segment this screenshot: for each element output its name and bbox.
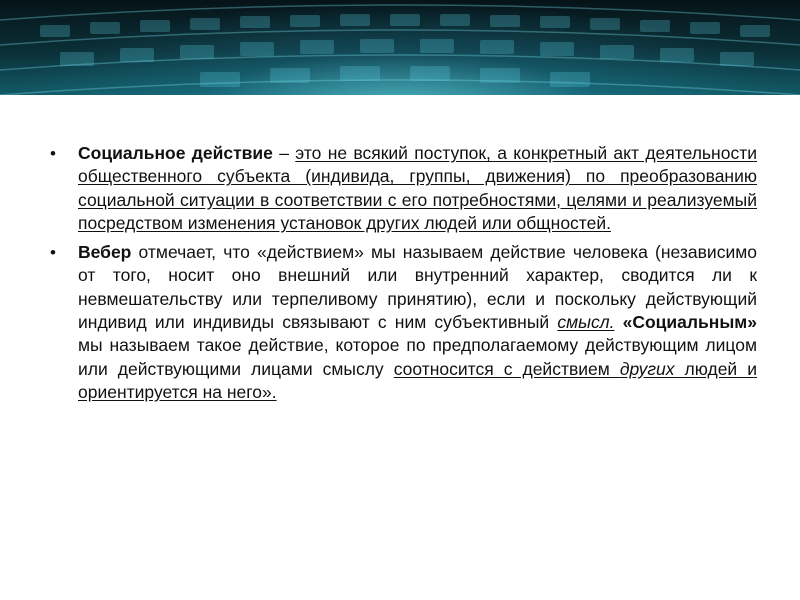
weber-text-2: мы называем такое действие, которое по предполагаемому действующим лицом или действующими лицами смыслу xyxy=(78,335,757,379)
meaning-word: смысл. xyxy=(557,312,615,333)
definition-text: это не всякий поступок, а конкретный акт деятельности общественного субъекта (индивида, группы, движения) по преобразованию социальной ситуации в соответствии с его потребностями, целями и реализуемый посредством изменения установок других людей или общностей. xyxy=(78,143,757,233)
grid-pattern xyxy=(0,0,800,95)
slide-content xyxy=(42,142,757,410)
social-word: «Социальным» xyxy=(622,312,757,333)
weber-underlined-1: соотносится с действием xyxy=(393,358,620,379)
dash: – xyxy=(272,143,296,163)
header-banner xyxy=(0,0,800,95)
bullet-item-weber xyxy=(42,241,757,404)
bullet-item-social-action xyxy=(42,142,757,235)
weber-name: Вебер xyxy=(78,242,132,263)
others-word: других xyxy=(619,358,675,379)
bullet-icon: • xyxy=(50,243,56,263)
weber-underlined-2: людей и ориентируется на него». xyxy=(78,358,757,402)
term-social-action: Социальное действие xyxy=(78,143,273,163)
bullet-icon: • xyxy=(50,144,56,163)
weber-text-1: отмечает, что «действием» мы называем действие человека (независимо от того, носит оно внешний или внутренний характер, сводится ли к невмешательству или терпеливому принятию), если и поскольку действующий индивид или индивиды связывают с ним субъективный xyxy=(78,242,757,333)
